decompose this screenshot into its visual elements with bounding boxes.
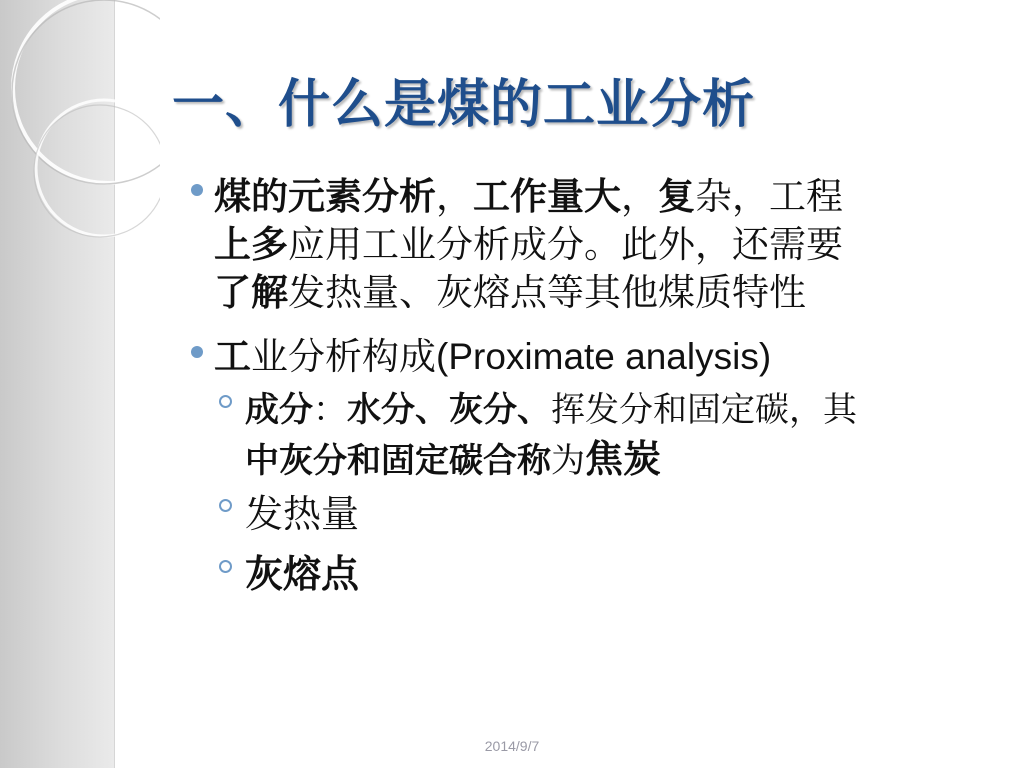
bullet-dot (191, 346, 203, 358)
bullet2-text: 工业分析构成(Proximate analysis) (214, 335, 772, 378)
sub-bullet-ring (219, 395, 232, 408)
sub-bullet-ring (219, 560, 232, 573)
bullet1-line3: 了解发热量、灰熔点等其他煤质特性 (214, 271, 806, 314)
sub1-line1: 成分：水分、灰分、挥发分和固定碳，其 (245, 390, 857, 430)
sub1-line2: 中灰分和固定碳合称为焦炭 (245, 437, 662, 481)
footer-date: 2014/9/7 (484, 738, 540, 754)
bullet-dot (191, 184, 203, 196)
bullet1-line2: 上多应用工业分析成分。此外，还需要 (214, 223, 843, 266)
bullet1-line1: 煤的元素分析，工作量大，复杂，工程 (214, 175, 843, 218)
sub2-text: 发热量 (245, 492, 360, 536)
sub3-text: 灰熔点 (245, 552, 360, 596)
slide-title: 一、什么是煤的工业分析 (172, 75, 756, 135)
sub-bullet-ring (219, 499, 232, 512)
